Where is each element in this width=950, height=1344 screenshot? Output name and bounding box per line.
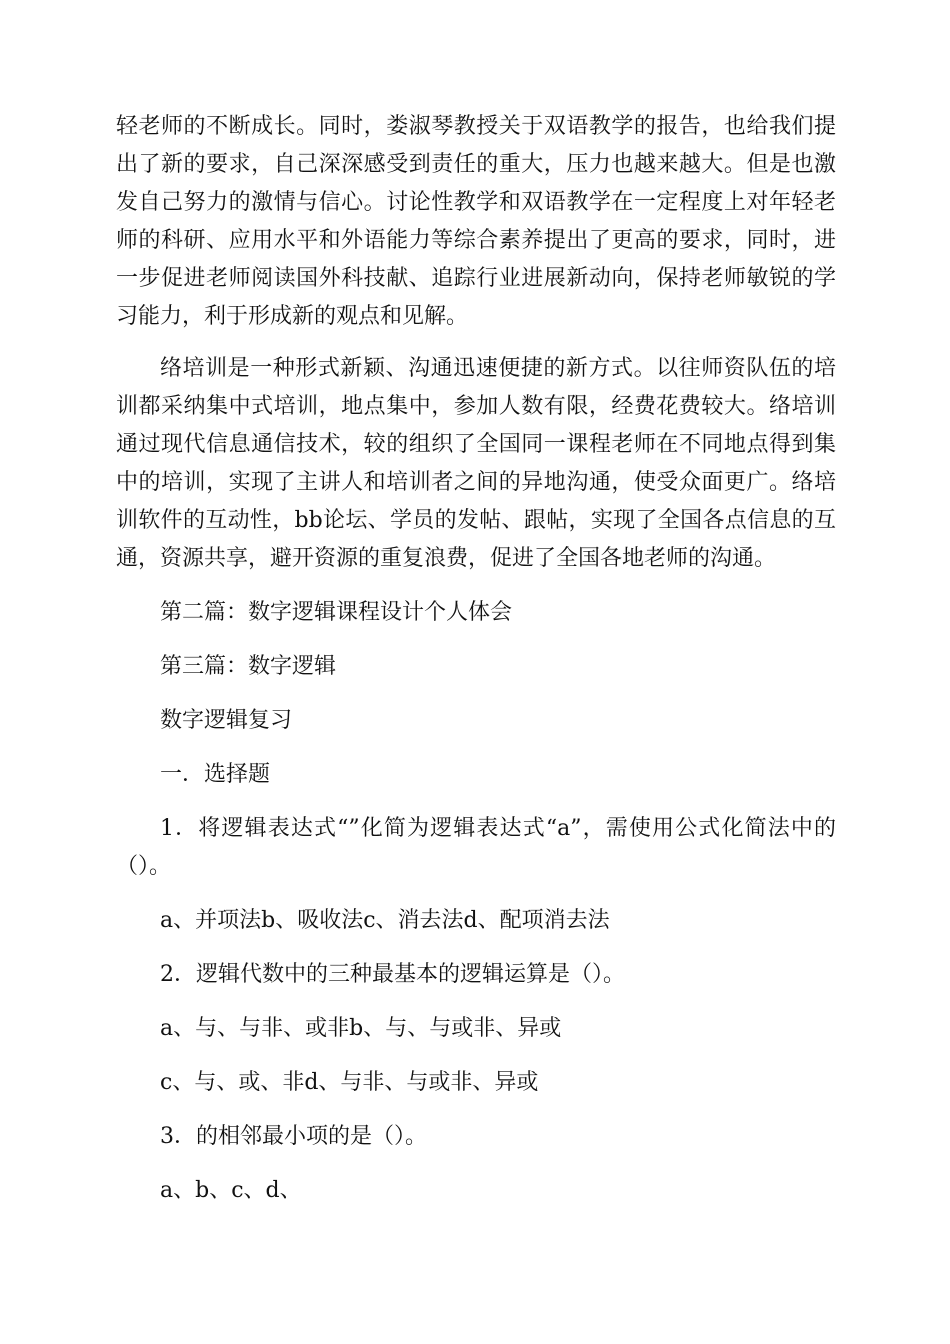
question-3: 3．的相邻最小项的是（）。	[160, 1124, 427, 1149]
review-subtitle: 数字逻辑复习	[160, 708, 293, 733]
question-2: 2．逻辑代数中的三种最基本的逻辑运算是（）。	[160, 962, 625, 987]
heading-part-two: 第二篇：数字逻辑课程设计个人体会	[160, 600, 513, 625]
heading-part-three: 第三篇：数字逻辑	[160, 654, 337, 679]
question-1: 1．将逻辑表达式“”化简为逻辑表达式“a”，需使用公式化简法中的（）。	[116, 816, 836, 879]
paragraph-training-reflection: 轻老师的不断成长。同时，娄淑琴教授关于双语教学的报告，也给我们提出了新的要求，自己深深感受到责任的重大，压力也越来越大。但是也激发自己努力的激情与信心。讨论性教学和双语教学在一定程度上对年轻老师的科研、应用水平和外语能力等综合素养提出了更高的要求，同时，进一步促进老师阅读国外科技献、追踪行业进展新动向，保持老师敏锐的学习能力，利于形成新的观点和见解。	[116, 114, 836, 329]
question-3-options: a、b、c、d、	[160, 1178, 302, 1203]
question-2-options-line-2: c、与、或、非d、与非、与或非、异或	[160, 1070, 539, 1095]
section-multiple-choice: 一．选择题	[160, 762, 271, 787]
question-2-options-line-1: a、与、与非、或非b、与、与或非、异或	[160, 1016, 562, 1041]
question-1-options: a、并项法b、吸收法c、消去法d、配项消去法	[160, 908, 610, 933]
paragraph-online-training: 络培训是一种形式新颖、沟通迅速便捷的新方式。以往师资队伍的培训都采纳集中式培训，地点集中，参加人数有限，经费花费较大。络培训通过现代信息通信技术，较的组织了全国同一课程老师在不同地点得到集中的培训，实现了主讲人和培训者之间的异地沟通，使受众面更广。络培训软件的互动性，bb论坛、学员的发帖、跟帖，实现了全国各点信息的互通，资源共享，避开资源的重复浪费，促进了全国各地老师的沟通。	[116, 356, 836, 571]
document-page	[116, 108, 836, 1210]
